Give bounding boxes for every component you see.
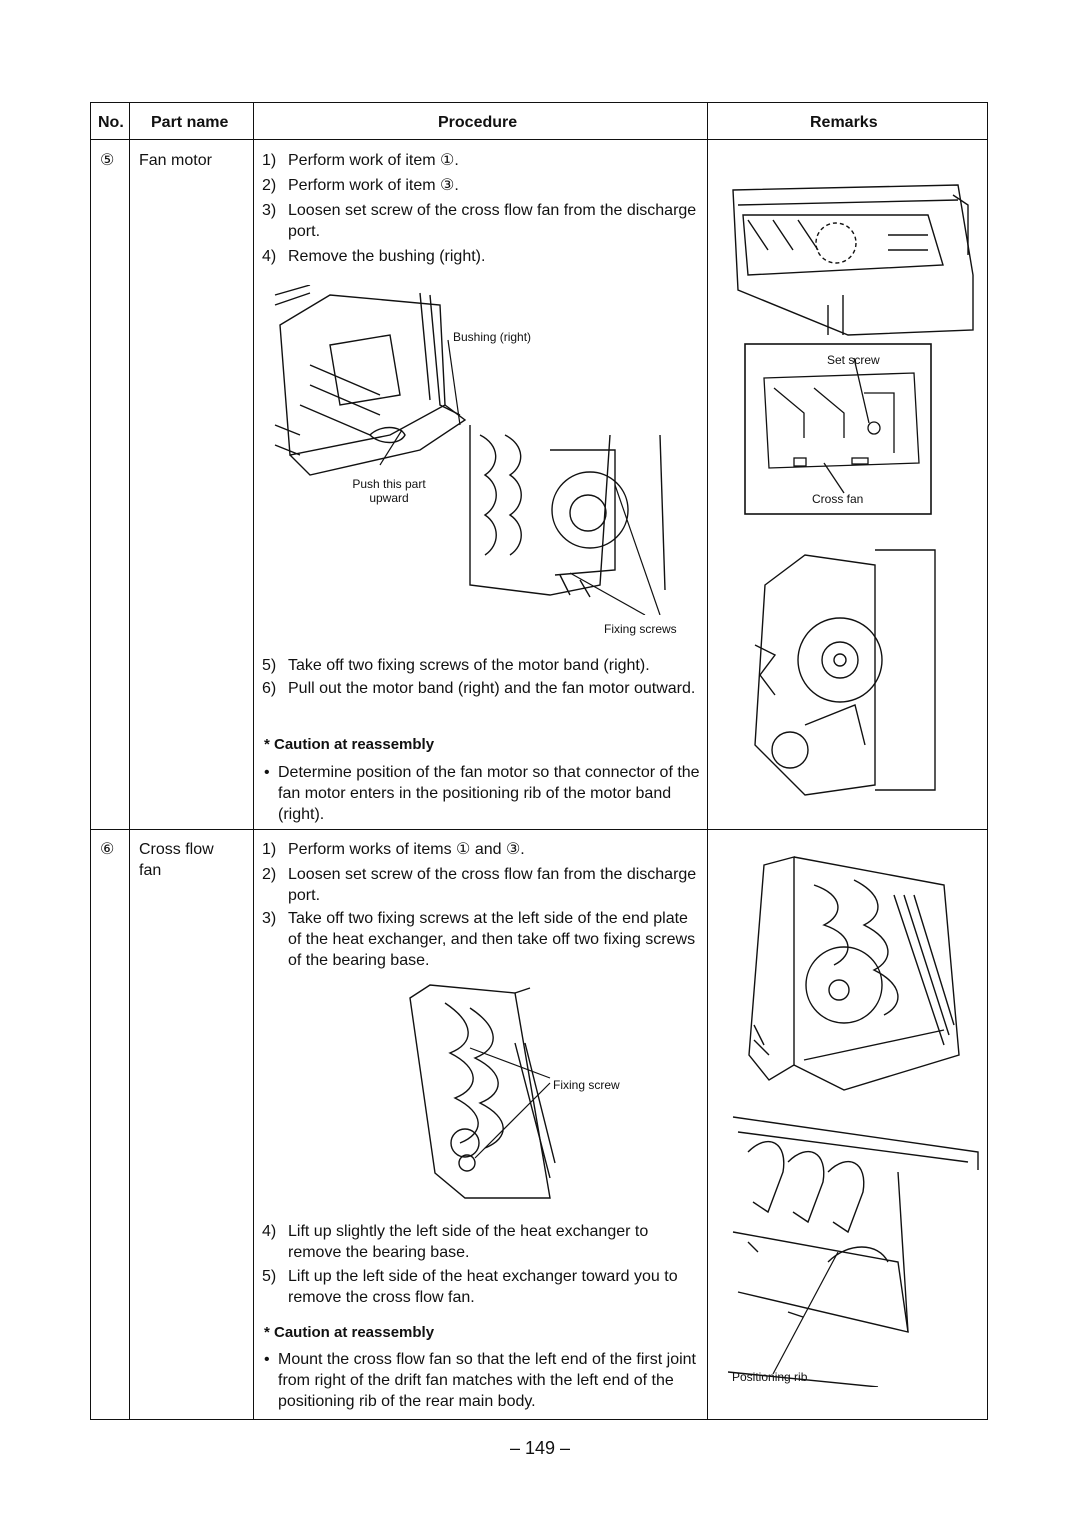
figure-label-fixing-screws: Fixing screws <box>604 622 677 636</box>
caution-item: • Determine position of the fan motor so that connector of the fan motor enters in the positioning rib of the motor band (right). <box>262 762 702 825</box>
step-number: 4) <box>262 248 277 265</box>
caution-text: Mount the cross flow fan so that the left end of the first joint from right of the drift fan matches with the left end of the positioning rib of the rear main body. <box>278 1351 696 1410</box>
procedure-step <box>262 1266 702 1308</box>
figure-label-set-screw: Set screw <box>827 353 880 367</box>
step-text: Loosen set screw of the cross flow fan from the discharge port. <box>288 202 697 240</box>
step-number: 1) <box>262 152 277 169</box>
step-number: 2) <box>262 866 277 883</box>
heat-exchanger-figure <box>405 983 645 1203</box>
step-text: Lift up the left side of the heat exchanger toward you to remove the cross flow fan. <box>288 1268 678 1306</box>
header-no: No. <box>98 114 124 131</box>
figure-label-positioning-rib: Positioning rib <box>732 1370 808 1384</box>
step-number: 6) <box>262 680 277 697</box>
figure-label-bushing: Bushing (right) <box>453 330 532 344</box>
step-text: Take off two fixing screws at the left side of the end plate of the heat exchanger, and then take off two fixing screws of the bearing base. <box>288 910 696 969</box>
step-number: 3) <box>262 910 277 927</box>
step-text: Perform works of items ① and ③. <box>288 841 525 858</box>
step-number: 3) <box>262 202 277 219</box>
procedure-step <box>262 864 702 906</box>
header-procedure: Procedure <box>438 114 518 131</box>
step-number: 2) <box>262 177 277 194</box>
col-divider <box>129 103 130 1419</box>
step-text: Pull out the motor band (right) and the fan motor outward. <box>288 680 696 697</box>
header-remarks: Remarks <box>810 114 878 131</box>
procedure-step <box>262 175 702 196</box>
header-divider <box>91 139 987 140</box>
procedure-step <box>262 908 702 971</box>
procedure-step <box>262 200 702 242</box>
step-number: 1) <box>262 841 277 858</box>
step-number: 5) <box>262 657 277 674</box>
caution-title: * Caution at reassembly <box>264 1324 435 1341</box>
procedure-step <box>262 246 702 267</box>
positioning-rib-figure <box>728 1112 986 1387</box>
row-number: ⑤ <box>100 152 115 169</box>
unit-top-figure <box>728 175 978 340</box>
procedure-step <box>262 678 702 699</box>
cross-flow-fan-figure <box>744 855 969 1095</box>
figure-label-push: Push this part upward <box>352 477 426 505</box>
caution-item: • Mount the cross flow fan so that the left end of the first joint from right of the drift fan matches with the left end of the positioning rib of the rear main body. <box>262 1349 702 1412</box>
procedure-step <box>262 655 702 676</box>
set-screw-detail-figure <box>744 343 932 515</box>
step-text: Remove the bushing (right). <box>288 248 486 265</box>
col-divider <box>253 103 254 1419</box>
caution-title: * Caution at reassembly <box>264 736 435 753</box>
step-number: 5) <box>262 1268 277 1285</box>
step-text: Perform work of item ③. <box>288 177 459 194</box>
figure-label-fixing-screw: Fixing screw <box>553 1078 620 1092</box>
step-text: Lift up slightly the left side of the heat exchanger to remove the bearing base. <box>288 1223 649 1261</box>
procedure-step <box>262 839 702 860</box>
step-text: Take off two fixing screws of the motor band (right). <box>288 657 650 674</box>
figure-label-cross-fan: Cross fan <box>812 492 864 506</box>
row-number: ⑥ <box>100 841 115 858</box>
header-part-name: Part name <box>151 114 229 131</box>
procedure-step <box>262 150 702 171</box>
step-number: 4) <box>262 1223 277 1240</box>
col-divider <box>707 103 708 1419</box>
part-name: Fan motor <box>139 152 212 169</box>
step-text: Loosen set screw of the cross flow fan from the discharge port. <box>288 866 697 904</box>
fan-motor-figure <box>745 545 940 805</box>
page-number: – 149 – <box>509 1438 571 1458</box>
procedure-step <box>262 1221 702 1263</box>
part-name: Cross flow fan <box>139 841 214 879</box>
row-divider <box>91 829 987 830</box>
caution-text: Determine position of the fan motor so that connector of the fan motor enters in the positioning rib of the motor band (right). <box>278 764 700 823</box>
step-text: Perform work of item ①. <box>288 152 459 169</box>
